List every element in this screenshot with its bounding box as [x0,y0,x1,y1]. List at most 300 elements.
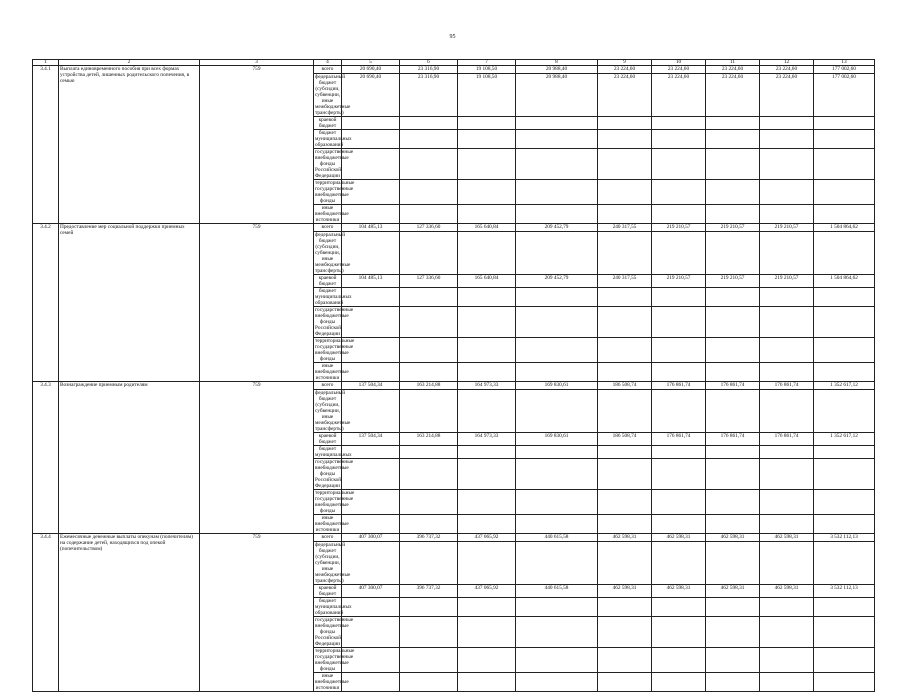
amount-cell [652,459,706,490]
amount-cell [598,205,652,224]
amount-cell [458,459,516,490]
amount-cell: 23 224,60 [760,66,814,74]
amount-cell [342,205,400,224]
amount-cell [706,288,760,307]
amount-cell: 219 210,57 [652,224,706,232]
amount-cell [598,149,652,180]
page-number: 95 [449,34,456,40]
funding-source: федеральный бюджет (субсидии, субвенции, иные межбюджетные трансферты) [315,232,351,274]
amount-cell [400,446,458,459]
amount-cell: 219 210,57 [760,224,814,232]
amount-cell [706,307,760,338]
amount-cell [760,390,814,433]
amount-cell: 23 224,60 [598,66,652,74]
amount-cell [400,490,458,515]
amount-cell [400,515,458,534]
amount-cell: 165 640,84 [458,224,516,232]
amount-cell [652,446,706,459]
amount-cell [760,232,814,275]
funding-source: государственные внебюджетные фонды Российской Федерации [315,149,354,179]
funding-source: иные внебюджетные источники [315,515,349,533]
amount-cell [516,459,598,490]
amount-cell [760,490,814,515]
amount-cell: 462 598,31 [598,534,652,542]
budget-code: 759 [200,534,314,692]
amount-cell: 462 598,31 [598,585,652,598]
header-cell: 5 [342,60,400,66]
amount-cell [652,232,706,275]
amount-cell: 437 065,92 [458,534,516,542]
amount-cell [598,363,652,382]
amount-cell: 19 108,50 [458,66,516,74]
amount-cell [760,673,814,692]
amount-cell: 462 598,31 [652,534,706,542]
amount-cell [400,673,458,692]
amount-cell [400,205,458,224]
amount-cell: 176 861,74 [760,433,814,446]
amount-cell [458,117,516,130]
amount-cell [652,117,706,130]
amount-cell [516,130,598,149]
amount-cell [516,288,598,307]
amount-cell [814,515,875,534]
header-cell: 10 [652,60,706,66]
amount-cell [652,390,706,433]
budget-code: 759 [200,66,314,224]
header-cell: 2 [59,60,200,66]
amount-cell [598,459,652,490]
amount-cell: 3 532 112,13 [814,534,875,542]
amount-cell [706,130,760,149]
amount-cell [342,117,400,130]
amount-cell: 23 224,60 [652,66,706,74]
amount-cell [400,598,458,617]
funding-source: государственные внебюджетные фонды Российской Федерации [315,617,354,647]
amount-cell [706,515,760,534]
amount-cell [814,390,875,433]
funding-source: всего [314,66,342,74]
budget-table [32,59,875,692]
amount-cell [706,117,760,130]
amount-cell [706,338,760,363]
amount-cell [400,338,458,363]
amount-cell [706,205,760,224]
amount-cell [814,490,875,515]
amount-cell [814,459,875,490]
amount-cell [652,673,706,692]
funding-source: иные внебюджетные источники [315,205,349,223]
amount-cell [458,617,516,648]
amount-cell [400,117,458,130]
header-cell: 1 [33,60,59,66]
amount-cell [598,307,652,338]
amount-cell [706,149,760,180]
amount-cell [814,648,875,673]
amount-cell: 440 615,58 [516,534,598,542]
amount-cell [458,446,516,459]
funding-source: бюджет муниципальных образований [315,598,352,616]
budget-code: 759 [200,382,314,534]
amount-cell: 165 640,84 [458,275,516,288]
amount-cell [598,180,652,205]
funding-source: краевой бюджет [314,275,342,288]
header-cell: 3 [200,60,314,66]
header-cell: 4 [314,60,342,66]
amount-cell [706,232,760,275]
amount-cell [400,648,458,673]
amount-cell: 3 532 112,13 [814,585,875,598]
amount-cell [458,390,516,433]
amount-cell [598,117,652,130]
funding-source: территориальные государственные внебюджетные фонды [315,180,355,204]
funding-source: территориальные государственные внебюджетные фонды [315,338,355,362]
amount-cell: 219 210,57 [706,224,760,232]
amount-cell [652,149,706,180]
funding-source: государственные внебюджетные фонды Российской Федерации [315,459,354,489]
amount-cell [598,288,652,307]
amount-cell [598,390,652,433]
funding-source: бюджет муниципальных образований [315,288,352,306]
header-cell: 13 [814,60,875,66]
amount-cell: 164 973,33 [458,433,516,446]
amount-cell: 462 598,31 [706,585,760,598]
budget-code: 759 [200,224,314,382]
funding-source: бюджет муниципальных [315,446,352,458]
amount-cell [400,149,458,180]
amount-cell [652,205,706,224]
amount-cell: 396 737,32 [400,585,458,598]
amount-cell: 209 452,79 [516,275,598,288]
amount-cell [652,307,706,338]
amount-cell: 104 485,13 [342,224,400,232]
amount-cell [516,598,598,617]
amount-cell [516,490,598,515]
amount-cell: 163 214,88 [400,382,458,390]
amount-cell [400,459,458,490]
amount-cell [760,648,814,673]
header-cell: 11 [706,60,760,66]
amount-cell: 137 504,34 [342,382,400,390]
amount-cell [760,307,814,338]
amount-cell: 164 973,33 [458,382,516,390]
amount-cell: 1 352 617,12 [814,382,875,390]
amount-cell: 396 737,32 [400,534,458,542]
funding-source: иные внебюджетные источники [315,363,349,381]
amount-cell: 462 598,31 [760,534,814,542]
amount-cell [458,149,516,180]
amount-cell: 1 352 617,12 [814,433,875,446]
amount-cell: 20 988,40 [516,74,598,117]
amount-cell [516,180,598,205]
measure-name: Предоставление мер социальной поддержки приемных семей [59,224,200,382]
amount-cell [814,117,875,130]
amount-cell [652,542,706,585]
section-number: 3.4.4 [33,534,59,692]
amount-cell [598,130,652,149]
amount-cell: 177 002,60 [814,66,875,74]
amount-cell [458,232,516,275]
amount-cell [342,390,400,433]
amount-cell [706,673,760,692]
amount-cell [458,130,516,149]
amount-cell: 462 598,31 [760,585,814,598]
amount-cell [814,307,875,338]
amount-cell [598,490,652,515]
amount-cell: 176 861,74 [652,433,706,446]
amount-cell: 176 861,74 [706,382,760,390]
amount-cell [814,673,875,692]
header-cell: 6 [400,60,458,66]
amount-cell [814,232,875,275]
amount-cell: 20 690,40 [342,66,400,74]
measure-name: Ежемесячные денежные выплаты опекунам (попечителям) на содержание детей, находящихся под опекой (попечительством) [59,534,200,692]
funding-source: всего [314,224,342,232]
amount-cell [760,117,814,130]
amount-cell [652,648,706,673]
amount-cell: 186 508,74 [598,433,652,446]
amount-cell [598,648,652,673]
amount-cell [706,542,760,585]
amount-cell [458,205,516,224]
table-row [33,66,875,74]
funding-source: краевой бюджет [314,433,342,446]
amount-cell [342,363,400,382]
amount-cell [814,338,875,363]
amount-cell: 19 108,50 [458,74,516,117]
amount-cell [516,673,598,692]
amount-cell [458,673,516,692]
amount-cell [706,617,760,648]
amount-cell [400,232,458,275]
amount-cell [458,180,516,205]
amount-cell [652,598,706,617]
amount-cell [706,490,760,515]
funding-source: федеральный бюджет (субсидии, субвенции, иные межбюджетные трансферты) [315,542,351,584]
amount-cell [706,648,760,673]
funding-source: всего [314,534,342,542]
amount-cell: 127 336,60 [400,275,458,288]
amount-cell [652,490,706,515]
amount-cell: 20 690,40 [342,74,400,117]
amount-cell [652,130,706,149]
amount-cell [342,542,400,585]
amount-cell [516,515,598,534]
funding-source: территориальные государственные внебюджетные фонды [315,648,355,672]
amount-cell: 176 861,74 [652,382,706,390]
amount-cell [706,446,760,459]
amount-cell [598,515,652,534]
amount-cell [598,446,652,459]
amount-cell: 209 452,79 [516,224,598,232]
amount-cell [760,617,814,648]
amount-cell [814,617,875,648]
amount-cell [516,307,598,338]
funding-source: иные внебюджетные источники [315,673,349,691]
funding-source: краевой бюджет [314,117,342,130]
amount-cell [652,363,706,382]
amount-cell [458,598,516,617]
amount-cell [516,617,598,648]
amount-cell [814,149,875,180]
amount-cell: 462 598,31 [706,534,760,542]
amount-cell: 127 336,60 [400,224,458,232]
measure-name: Вознаграждение приемным родителям [59,382,200,534]
header-cell: 8 [516,60,598,66]
amount-cell: 177 002,60 [814,74,875,117]
amount-cell [652,288,706,307]
funding-source: всего [314,382,342,390]
header-cell: 12 [760,60,814,66]
amount-cell [760,205,814,224]
amount-cell [342,232,400,275]
amount-cell [760,363,814,382]
amount-cell: 219 210,57 [760,275,814,288]
amount-cell: 23 224,60 [706,66,760,74]
amount-cell [814,180,875,205]
amount-cell [598,542,652,585]
amount-cell [458,307,516,338]
amount-cell [458,338,516,363]
amount-cell [760,459,814,490]
header-cell: 9 [598,60,652,66]
amount-cell [706,363,760,382]
amount-cell: 407 300,07 [342,534,400,542]
amount-cell: 437 065,92 [458,585,516,598]
amount-cell [516,363,598,382]
amount-cell [760,515,814,534]
amount-cell [814,288,875,307]
amount-cell [814,446,875,459]
amount-cell [458,490,516,515]
amount-cell: 176 861,74 [760,382,814,390]
amount-cell [516,390,598,433]
amount-cell [760,446,814,459]
amount-cell: 23 224,60 [760,74,814,117]
amount-cell [458,363,516,382]
amount-cell: 23 224,60 [706,74,760,117]
amount-cell: 169 830,61 [516,433,598,446]
amount-cell: 137 504,34 [342,433,400,446]
amount-cell: 163 214,88 [400,433,458,446]
amount-cell: 219 210,57 [652,275,706,288]
amount-cell [458,288,516,307]
amount-cell [516,542,598,585]
funding-source: федеральный бюджет (субсидии, субвенции, иные межбюджетные трансферты) [315,390,351,432]
amount-cell [400,130,458,149]
amount-cell: 407 300,07 [342,585,400,598]
amount-cell [706,598,760,617]
funding-source: бюджет муниципальных образований [315,130,352,148]
amount-cell [598,617,652,648]
amount-cell [516,648,598,673]
amount-cell [458,648,516,673]
amount-cell: 23 224,60 [598,74,652,117]
amount-cell: 20 988,40 [516,66,598,74]
amount-cell: 240 317,55 [598,224,652,232]
amount-cell [400,617,458,648]
amount-cell [814,130,875,149]
amount-cell [760,149,814,180]
amount-cell: 462 598,31 [652,585,706,598]
amount-cell [400,288,458,307]
amount-cell: 23 224,60 [652,74,706,117]
amount-cell [342,673,400,692]
amount-cell [516,205,598,224]
amount-cell [516,149,598,180]
section-number: 3.4.3 [33,382,59,534]
amount-cell [516,117,598,130]
amount-cell [516,232,598,275]
amount-cell: 186 508,74 [598,382,652,390]
amount-cell [400,390,458,433]
amount-cell [598,338,652,363]
amount-cell [652,338,706,363]
amount-cell [814,363,875,382]
amount-cell [760,338,814,363]
table-row [33,224,875,232]
amount-cell: 169 830,61 [516,382,598,390]
amount-cell: 23 316,90 [400,66,458,74]
amount-cell [706,459,760,490]
amount-cell [814,205,875,224]
table-body [33,60,875,692]
amount-cell: 440 615,58 [516,585,598,598]
amount-cell: 104 485,13 [342,275,400,288]
amount-cell [458,542,516,585]
funding-source: территориальные государственные внебюджетные фонды [315,490,355,514]
amount-cell [706,180,760,205]
table-row [33,382,875,390]
amount-cell [814,542,875,585]
amount-cell [400,307,458,338]
amount-cell: 240 317,55 [598,275,652,288]
amount-cell [400,542,458,585]
amount-cell [706,390,760,433]
section-number: 3.4.1 [33,66,59,224]
amount-cell [814,598,875,617]
amount-cell: 176 861,74 [706,433,760,446]
amount-cell [760,542,814,585]
amount-cell [516,446,598,459]
amount-cell [652,180,706,205]
amount-cell [760,130,814,149]
amount-cell [598,598,652,617]
amount-cell [458,515,516,534]
amount-cell [400,180,458,205]
amount-cell: 219 210,57 [706,275,760,288]
funding-source: краевой бюджет [314,585,342,598]
table-row [33,534,875,542]
section-number: 3.4.2 [33,224,59,382]
amount-cell [652,515,706,534]
funding-source: государственные внебюджетные фонды Российской Федерации [315,307,354,337]
amount-cell: 1 504 864,62 [814,224,875,232]
amount-cell [760,598,814,617]
measure-name: Выплата единовременного пособия при всех формах устройства детей, лишенных родительского попечения, в семью [59,66,200,224]
amount-cell: 1 504 864,62 [814,275,875,288]
amount-cell [598,232,652,275]
amount-cell [760,288,814,307]
amount-cell: 23 316,90 [400,74,458,117]
amount-cell [652,617,706,648]
amount-cell [342,515,400,534]
funding-source: федеральный бюджет (субсидии, субвенции, иные межбюджетные трансферты) [315,74,351,116]
amount-cell [598,673,652,692]
amount-cell [760,180,814,205]
header-cell: 7 [458,60,516,66]
amount-cell [516,338,598,363]
amount-cell [400,363,458,382]
